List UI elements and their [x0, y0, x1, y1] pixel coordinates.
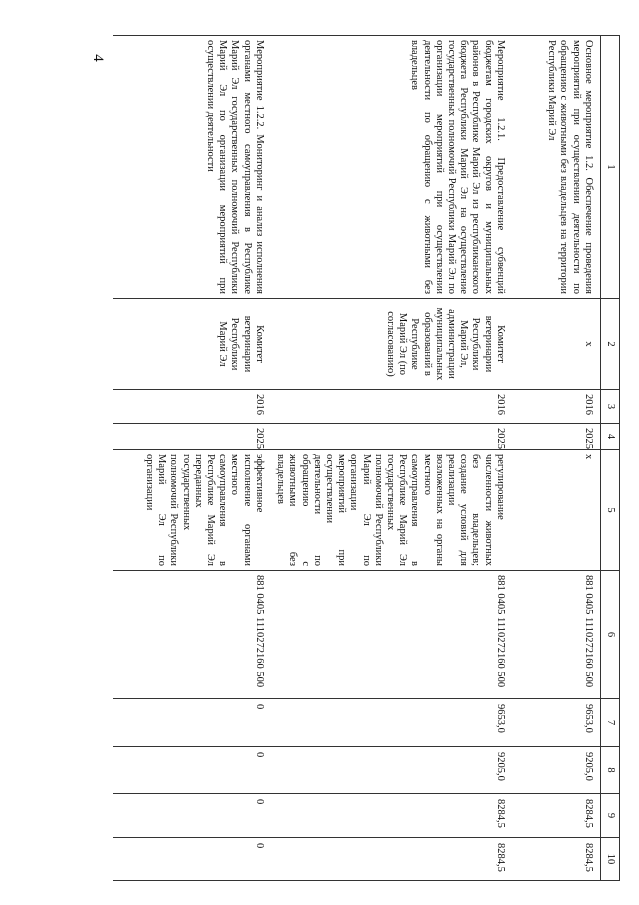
executor-cell: Комитет ветеринарии Республики Марий Эл: [113, 299, 271, 390]
column-header: 9: [600, 794, 619, 838]
budget-code-cell: 881 0405 1110272160 500: [113, 571, 271, 699]
amount-cell: 9205,0: [271, 747, 512, 794]
activity-name-cell: Основное мероприятие 1.2. Обеспечение проведения мероприятий при осуществлении деятельности по обращению с животными без владельцев на территории Республики Марий Эл: [512, 36, 601, 299]
start-year-cell: 2016: [512, 390, 601, 424]
amount-cell: 9653,0: [512, 699, 601, 747]
amount-cell: 8284,5: [512, 838, 601, 881]
budget-code-cell: 881 0405 1110272160 500: [271, 571, 512, 699]
table-row: [512, 36, 601, 881]
amount-cell: 0: [113, 699, 271, 747]
expected-result-cell: регулирование численности животных без владельцев; создание условий для реализации возложенных на органы местного самоуправления в Республике Марий Эл государственных полномочий Республики Марий Эл по организации мероприятий при осуществлении деятельности по обращению с животными без владельцев: [271, 450, 512, 571]
executor-cell: х: [512, 299, 601, 390]
column-header: 7: [600, 699, 619, 747]
expected-result-cell: х: [512, 450, 601, 571]
start-year-cell: 2016: [113, 390, 271, 424]
end-year-cell: 2025: [512, 424, 601, 450]
executor-cell: Комитет ветеринарии Республики Марий Эл, администрации муниципальных образований в Республике Марий Эл (по согласованию): [271, 299, 512, 390]
activity-name-cell: Мероприятие 1.2.2. Мониторинг и анализ исполнения органами местного самоуправления в Республике Марий Эл государственных полномочий Республики Марий Эл по организации мероприятий при осуществлении деятельности: [113, 36, 271, 299]
activity-name-cell: Мероприятие 1.2.1. Предоставление субвенций бюджетам городских округов и муниципальных районов в Республике Марий Эл из республиканского бюджета Республики Марий Эл на осуществление государственных полномочий Республики Марий Эл по организации мероприятий при осуществлении деятельности по обращению с животными без владельцев: [271, 36, 512, 299]
amount-cell: 8284,5: [271, 794, 512, 838]
column-header: 4: [600, 424, 619, 450]
start-year-cell: 2016: [271, 390, 512, 424]
column-number-row: [600, 36, 619, 881]
table-row: [271, 36, 512, 881]
column-header: 6: [600, 571, 619, 699]
program-table: [113, 35, 620, 881]
amount-cell: 0: [113, 747, 271, 794]
column-header: 1: [600, 36, 619, 299]
amount-cell: 8284,5: [512, 794, 601, 838]
amount-cell: 0: [113, 794, 271, 838]
expected-result-cell: эффективное исполнение органами местного самоуправления в Республике Марий Эл переданных государственных полномочий Республики Марий Эл по организации: [113, 450, 271, 571]
column-header: 10: [600, 838, 619, 881]
page-number: 4: [90, 54, 106, 62]
table-row: [113, 36, 271, 881]
rotated-table-container: [102, 35, 620, 880]
amount-cell: 0: [113, 838, 271, 881]
budget-code-cell: 881 0405 1110272160 500: [512, 571, 601, 699]
column-header: 8: [600, 747, 619, 794]
column-header: 3: [600, 390, 619, 424]
end-year-cell: 2025: [271, 424, 512, 450]
column-header: 5: [600, 450, 619, 571]
amount-cell: 9653,0: [271, 699, 512, 747]
end-year-cell: 2025: [113, 424, 271, 450]
column-header: 2: [600, 299, 619, 390]
amount-cell: 9205,0: [512, 747, 601, 794]
amount-cell: 8284,5: [271, 838, 512, 881]
